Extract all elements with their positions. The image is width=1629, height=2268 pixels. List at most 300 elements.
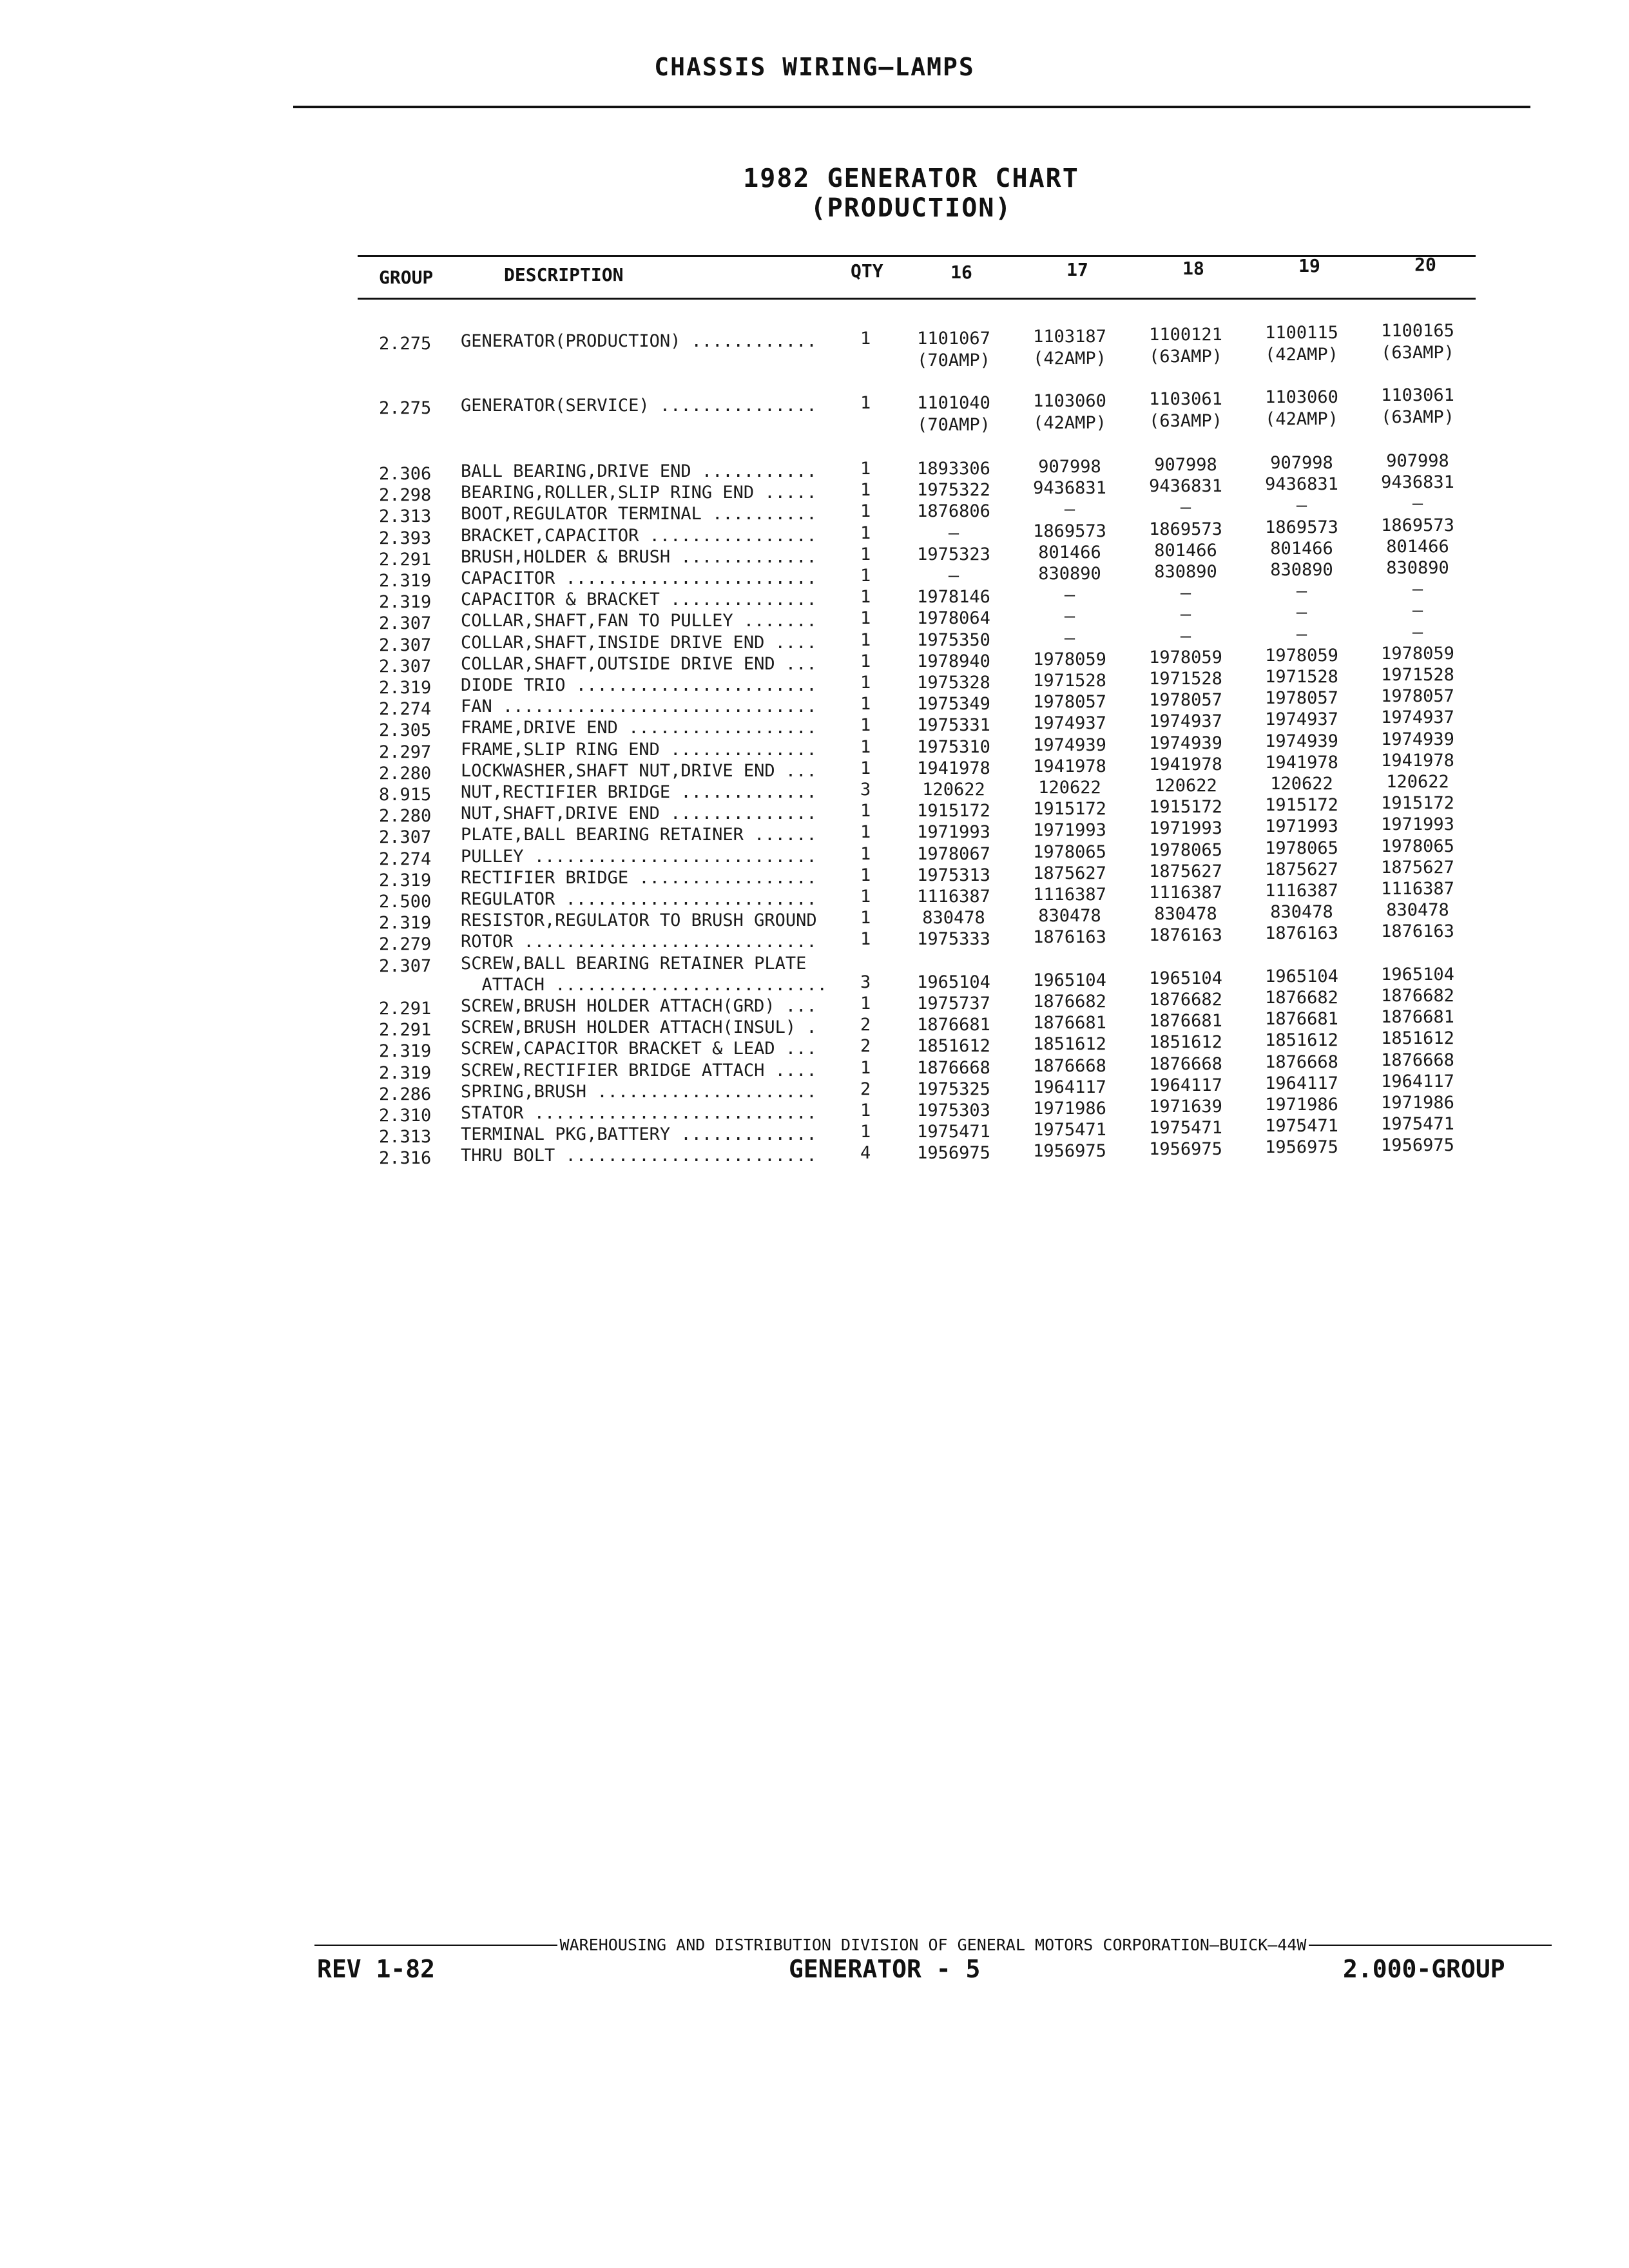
row-value-col18: 830890 (1154, 562, 1217, 582)
row-value-col18: 1964117 (1149, 1075, 1222, 1095)
row-qty: 1 (860, 736, 871, 757)
row-group: 2.307 (379, 656, 432, 677)
row-description: LOCKWASHER,SHAFT NUT,DRIVE END ... (461, 760, 817, 781)
row-value-col19: — (1296, 624, 1307, 644)
row-value-col19: 1876681 (1265, 1009, 1338, 1030)
row-qty: 1 (860, 758, 871, 778)
row-value-col16: 830478 (922, 908, 985, 928)
row-group: 2.500 (379, 892, 432, 912)
row-value-col16: 1975331 (917, 715, 990, 736)
footer-group-label: 2.000-GROUP (1343, 1955, 1505, 1983)
row-value-col16: 1975349 (917, 694, 990, 715)
row-qty: 1 (860, 673, 871, 693)
row-value-col20: — (1412, 622, 1423, 642)
row-value-col18: — (1180, 497, 1191, 518)
footer-division-line (314, 1936, 1552, 1954)
row-value-col17: 830890 (1038, 564, 1101, 584)
row-group: 2.307 (379, 827, 432, 848)
row-value-col20: 1974937 (1381, 707, 1454, 728)
row-value-col19: 1915172 (1265, 795, 1338, 816)
row-amperage-col16: (70AMP) (917, 351, 990, 370)
row-value-col18: 1974939 (1149, 733, 1222, 753)
row-group: 2.319 (379, 571, 432, 591)
row-value-col16: 1975310 (917, 736, 990, 757)
row-qty: 1 (860, 459, 871, 479)
row-group: 2.291 (379, 1020, 432, 1041)
row-group: 2.286 (379, 1084, 432, 1104)
row-value-col16: 1975333 (917, 929, 990, 950)
row-value-col19: — (1296, 495, 1307, 516)
row-description: PLATE,BALL BEARING RETAINER ...... (461, 825, 817, 845)
row-qty: 1 (860, 587, 871, 608)
row-qty: 1 (860, 501, 871, 522)
row-group: 2.280 (379, 763, 432, 783)
row-qty: 1 (860, 929, 871, 950)
row-value-col18: 1978059 (1149, 647, 1222, 668)
row-value-col20: 830890 (1386, 558, 1449, 578)
row-value-col19: 1876163 (1265, 923, 1338, 944)
row-value-col20: 1869573 (1381, 515, 1454, 535)
row-description: ROTOR ............................ (461, 932, 817, 952)
row-value-col18: 9436831 (1149, 476, 1222, 497)
row-value-col17: 1116387 (1033, 885, 1106, 905)
row-value-col20: 1975471 (1381, 1114, 1454, 1135)
row-qty: 1 (860, 523, 871, 543)
row-value-col16: 1975328 (917, 673, 990, 693)
row-group: 2.307 (379, 635, 432, 655)
row-value-col19: 9436831 (1265, 474, 1338, 495)
row-group: 2.306 (379, 464, 432, 484)
row-value-col19: — (1296, 581, 1307, 602)
row-qty: 1 (860, 329, 871, 349)
row-amperage-col19: (42AMP) (1265, 345, 1338, 365)
row-value-col16: 1975471 (917, 1122, 990, 1142)
column-header-19: 19 (1298, 255, 1320, 276)
row-description: FAN .............................. (461, 697, 817, 717)
row-value-col19: 1876668 (1265, 1052, 1338, 1072)
row-value-col18: 1915172 (1149, 797, 1222, 818)
row-value-col19: 1851612 (1265, 1030, 1338, 1051)
row-value-col19: 1875627 (1265, 859, 1338, 879)
row-value-col17: 1978057 (1033, 692, 1106, 713)
row-group: 2.280 (379, 806, 432, 827)
row-description: ATTACH .......................... (461, 974, 827, 995)
row-description: BEARING,ROLLER,SLIP RING END ..... (461, 483, 817, 503)
row-qty: 1 (860, 822, 871, 843)
row-value-col17: 1941978 (1033, 756, 1106, 776)
row-value-col17: 1956975 (1033, 1141, 1106, 1162)
row-value-col17: 1915172 (1033, 799, 1106, 820)
row-description: SCREW,BALL BEARING RETAINER PLATE (461, 953, 807, 974)
row-value-col18: 1971639 (1149, 1097, 1222, 1117)
section-title: CHASSIS WIRING—LAMPS (654, 53, 975, 81)
row-value-col20: 1941978 (1381, 750, 1454, 771)
row-value-col17: — (1064, 585, 1075, 606)
row-value-col20: 1978057 (1381, 686, 1454, 707)
row-qty: 1 (860, 544, 871, 564)
row-group: 2.307 (379, 613, 432, 634)
row-description: BRACKET,CAPACITOR ................ (461, 525, 817, 546)
column-header-group: GROUP (379, 267, 434, 288)
row-value-col19: 1975471 (1265, 1116, 1338, 1137)
row-description: COLLAR,SHAFT,INSIDE DRIVE END .... (461, 632, 817, 653)
column-header-18: 18 (1182, 258, 1204, 279)
row-group: 2.313 (379, 1127, 432, 1148)
row-description: SPRING,BRUSH ..................... (461, 1081, 817, 1102)
row-description: SCREW,CAPACITOR BRACKET & LEAD ... (461, 1039, 817, 1059)
row-qty: 4 (860, 1143, 871, 1164)
row-value-col20: 1876668 (1381, 1050, 1454, 1070)
row-value-col20: 1974939 (1381, 729, 1454, 749)
row-group: 2.274 (379, 699, 432, 720)
footer-revision: REV 1-82 (317, 1955, 436, 1983)
row-value-col20: 1876163 (1381, 921, 1454, 942)
row-group: 2.275 (379, 398, 432, 418)
row-value-col17: 1974939 (1033, 735, 1106, 755)
row-value-col18: 830478 (1154, 904, 1217, 925)
row-value-col16: 1876668 (917, 1057, 990, 1078)
row-value-col20: 1851612 (1381, 1028, 1454, 1049)
row-amperage-col19: (42AMP) (1265, 409, 1338, 429)
row-value-col17: 1974937 (1033, 713, 1106, 734)
row-value-col16: 1851612 (917, 1036, 990, 1057)
row-amperage-col20: (63AMP) (1381, 343, 1454, 363)
row-description: COLLAR,SHAFT,OUTSIDE DRIVE END ... (461, 653, 817, 674)
table-row (0, 385, 1629, 435)
row-group: 2.291 (379, 549, 432, 570)
row-value-col17: 1103187 (1033, 327, 1106, 347)
row-description: TERMINAL PKG,BATTERY ............. (461, 1124, 817, 1145)
row-value-col17: — (1064, 628, 1075, 648)
chart-title (0, 164, 1629, 223)
column-header-16: 16 (950, 262, 972, 283)
row-value-col20: 1971986 (1381, 1093, 1454, 1113)
row-value-col17: — (1064, 499, 1075, 520)
row-group: 2.319 (379, 1041, 432, 1062)
row-value-col20: 1978059 (1381, 643, 1454, 664)
row-description: NUT,RECTIFIER BRIDGE ............. (461, 782, 817, 802)
row-description: STATOR ........................... (461, 1103, 817, 1123)
row-value-col20: 120622 (1386, 772, 1449, 792)
row-value-col19: 1971528 (1265, 667, 1338, 687)
row-value-col18: 1876682 (1149, 990, 1222, 1010)
row-description: RECTIFIER BRIDGE ................. (461, 867, 817, 888)
row-value-col19: 801466 (1270, 538, 1333, 559)
header-rule (293, 106, 1530, 108)
row-value-col16: 1975303 (917, 1100, 990, 1120)
row-description: CAPACITOR ........................ (461, 568, 817, 588)
row-description: BRUSH,HOLDER & BRUSH ............. (461, 546, 817, 567)
row-value-col17: 1971528 (1033, 671, 1106, 691)
row-value-col18: — (1180, 626, 1191, 646)
row-value-col17: 1876163 (1033, 927, 1106, 948)
row-qty: 1 (860, 651, 871, 671)
row-group: 2.319 (379, 1062, 432, 1083)
row-value-col19: 1978057 (1265, 688, 1338, 709)
row-value-col19: 830478 (1270, 902, 1333, 923)
row-qty: 1 (860, 566, 871, 586)
row-value-col19: 907998 (1270, 453, 1333, 473)
footer-rule-right (1309, 1945, 1552, 1946)
row-description: RESISTOR,REGULATOR TO BRUSH GROUND (461, 910, 817, 931)
row-qty: 1 (860, 843, 871, 864)
row-value-col17: 1851612 (1033, 1034, 1106, 1055)
row-value-col17: — (1064, 606, 1075, 627)
row-description: GENERATOR(PRODUCTION) ............ (461, 331, 817, 351)
row-value-col18: 1956975 (1149, 1139, 1222, 1160)
row-value-col18: 1851612 (1149, 1032, 1222, 1053)
row-qty: 1 (860, 1100, 871, 1120)
row-amperage-col18: (63AMP) (1149, 347, 1222, 367)
row-value-col20: 907998 (1386, 451, 1449, 471)
row-value-col19: 1974937 (1265, 709, 1338, 730)
row-value-col18: 1978057 (1149, 690, 1222, 711)
row-value-col18: 1103061 (1149, 389, 1222, 409)
row-value-col17: 9436831 (1033, 478, 1106, 499)
row-value-col17: 1875627 (1033, 863, 1106, 883)
row-value-col19: — (1296, 602, 1307, 623)
row-value-col18: 1965104 (1149, 968, 1222, 988)
row-value-col18: 1100121 (1149, 325, 1222, 345)
row-value-col16: 1941978 (917, 758, 990, 778)
row-value-col20: 801466 (1386, 536, 1449, 557)
row-value-col19: 120622 (1270, 774, 1333, 794)
row-value-col16: 1876806 (917, 501, 990, 522)
row-group: 2.307 (379, 956, 432, 976)
table-header-rule (358, 298, 1476, 300)
row-value-col19: 1978059 (1265, 645, 1338, 666)
row-group: 2.310 (379, 1106, 432, 1126)
table-row (0, 321, 1629, 370)
row-value-col19: 1974939 (1265, 731, 1338, 751)
row-value-col17: 1869573 (1033, 521, 1106, 541)
row-value-col20: 1915172 (1381, 793, 1454, 814)
row-value-col17: 120622 (1038, 778, 1101, 798)
row-value-col20: 1876682 (1381, 986, 1454, 1006)
row-value-col17: 1965104 (1033, 970, 1106, 990)
row-value-col17: 1876682 (1033, 992, 1106, 1012)
row-group: 2.319 (379, 592, 432, 613)
row-value-col19: 1971993 (1265, 816, 1338, 837)
row-description: FRAME,SLIP RING END .............. (461, 739, 817, 760)
row-description: BOOT,REGULATOR TERMINAL .......... (461, 504, 817, 524)
row-qty: 1 (860, 715, 871, 736)
row-value-col20: 1876681 (1381, 1007, 1454, 1028)
column-header-description: DESCRIPTION (504, 264, 624, 285)
row-value-col18: 1971528 (1149, 669, 1222, 689)
row-value-col17: 1103060 (1033, 391, 1106, 411)
row-description: SCREW,RECTIFIER BRIDGE ATTACH .... (461, 1060, 817, 1081)
row-value-col19: 1100115 (1265, 323, 1338, 343)
row-qty: 1 (860, 865, 871, 885)
row-amperage-col18: (63AMP) (1149, 411, 1222, 431)
row-value-col19: 1103060 (1265, 387, 1338, 407)
row-value-col16: — (948, 566, 959, 586)
row-value-col16: 1965104 (917, 972, 990, 992)
row-value-col20: 1971528 (1381, 665, 1454, 685)
row-value-col16: 1101067 (917, 329, 990, 349)
row-value-col16: 1876681 (917, 1015, 990, 1035)
row-qty: 1 (860, 1122, 871, 1142)
row-value-col18: 1971993 (1149, 818, 1222, 839)
row-value-col18: 1876681 (1149, 1011, 1222, 1032)
row-value-col18: 907998 (1154, 455, 1217, 475)
row-value-col16: 1101040 (917, 393, 990, 413)
row-group: 2.279 (379, 934, 432, 955)
row-value-col20: 1103061 (1381, 385, 1454, 405)
row-value-col20: 1956975 (1381, 1135, 1454, 1156)
row-description: COLLAR,SHAFT,FAN TO PULLEY ....... (461, 611, 817, 631)
row-value-col18: — (1180, 604, 1191, 625)
row-value-col20: 1875627 (1381, 857, 1454, 878)
row-value-col19: 1869573 (1265, 517, 1338, 537)
row-group: 2.297 (379, 742, 432, 762)
row-value-col17: 830478 (1038, 906, 1101, 927)
row-qty: 3 (860, 972, 871, 992)
column-header-qty: QTY (851, 260, 883, 282)
row-value-col17: 1975471 (1033, 1120, 1106, 1140)
row-value-col16: 120622 (922, 780, 985, 800)
row-group: 2.298 (379, 485, 432, 506)
row-group: 2.393 (379, 528, 432, 548)
row-value-col16: 1915172 (917, 801, 990, 822)
row-group: 2.274 (379, 849, 432, 869)
row-value-col18: 1974937 (1149, 711, 1222, 732)
chart-title-line2: (PRODUCTION) (810, 193, 1012, 223)
row-qty: 1 (860, 480, 871, 501)
row-value-col16: 1893306 (917, 459, 990, 479)
row-group: 8.915 (379, 785, 432, 805)
row-value-col19: 1116387 (1265, 881, 1338, 901)
row-value-col16: 1975350 (917, 629, 990, 650)
row-value-col18: — (1180, 583, 1191, 604)
row-value-col19: 1971986 (1265, 1095, 1338, 1115)
row-value-col16: 1978940 (917, 651, 990, 671)
row-value-col16: 1975322 (917, 480, 990, 501)
row-value-col18: 1876668 (1149, 1053, 1222, 1074)
row-description: REGULATOR ........................ (461, 889, 817, 909)
row-amperage-col16: (70AMP) (917, 415, 990, 435)
row-value-col19: 830890 (1270, 560, 1333, 580)
row-value-col17: 1971993 (1033, 820, 1106, 841)
row-value-col18: 1975471 (1149, 1118, 1222, 1139)
column-header-17: 17 (1066, 259, 1088, 280)
footer-rule-left (314, 1945, 557, 1946)
row-value-col19: 1941978 (1265, 752, 1338, 773)
row-value-col18: 1978065 (1149, 840, 1222, 860)
footer-division-text: WAREHOUSING AND DISTRIBUTION DIVISION OF GENERAL MOTORS CORPORATION—BUICK—44W (559, 1936, 1307, 1954)
footer-page-label: GENERATOR - 5 (789, 1955, 981, 1983)
row-qty: 1 (860, 694, 871, 715)
row-value-col17: 907998 (1038, 457, 1101, 477)
row-description: DIODE TRIO ....................... (461, 675, 817, 695)
row-description: CAPACITOR & BRACKET .............. (461, 590, 817, 610)
row-value-col16: 1978064 (917, 608, 990, 629)
row-value-col20: — (1412, 601, 1423, 621)
row-value-col18: 1869573 (1149, 519, 1222, 539)
row-description: SCREW,BRUSH HOLDER ATTACH(GRD) ... (461, 996, 817, 1016)
row-group: 2.305 (379, 720, 432, 741)
row-value-col20: 1978065 (1381, 836, 1454, 856)
row-group: 2.319 (379, 678, 432, 698)
row-amperage-col17: (42AMP) (1033, 413, 1106, 433)
row-qty: 2 (860, 1015, 871, 1035)
row-group: 2.316 (379, 1148, 432, 1169)
column-header-20: 20 (1414, 254, 1436, 275)
row-value-col20: — (1412, 494, 1423, 514)
row-qty: 1 (860, 994, 871, 1014)
row-group: 2.319 (379, 913, 432, 934)
row-value-col18: 801466 (1154, 540, 1217, 561)
row-value-col16: — (948, 523, 959, 543)
row-amperage-col17: (42AMP) (1033, 349, 1106, 369)
row-value-col19: 1964117 (1265, 1073, 1338, 1093)
row-value-col16: 1975313 (917, 865, 990, 885)
row-group: 2.313 (379, 506, 432, 527)
row-value-col17: 1978059 (1033, 649, 1106, 669)
row-value-col20: 830478 (1386, 900, 1449, 921)
row-value-col16: 1978067 (917, 843, 990, 864)
row-value-col17: 1964117 (1033, 1077, 1106, 1097)
row-qty: 1 (860, 1057, 871, 1078)
row-value-col20: 1116387 (1381, 879, 1454, 899)
row-value-col18: 1875627 (1149, 861, 1222, 881)
row-qty: 1 (860, 908, 871, 928)
row-value-col20: 1100165 (1381, 321, 1454, 341)
row-value-col16: 1975737 (917, 994, 990, 1014)
row-qty: 1 (860, 608, 871, 629)
row-value-col19: 1978065 (1265, 838, 1338, 858)
row-qty: 2 (860, 1036, 871, 1057)
row-value-col18: 1876163 (1149, 925, 1222, 946)
row-value-col17: 1876681 (1033, 1013, 1106, 1033)
row-amperage-col20: (63AMP) (1381, 407, 1454, 427)
row-qty: 1 (860, 887, 871, 907)
row-value-col17: 1876668 (1033, 1055, 1106, 1076)
row-group: 2.275 (379, 334, 432, 354)
row-qty: 1 (860, 801, 871, 822)
row-value-col20: 1964117 (1381, 1071, 1454, 1091)
row-group: 2.291 (379, 999, 432, 1019)
row-value-col17: 1978065 (1033, 841, 1106, 862)
row-value-col20: 1965104 (1381, 964, 1454, 985)
row-value-col20: 1971993 (1381, 814, 1454, 835)
row-value-col17: 801466 (1038, 542, 1101, 562)
row-value-col16: 1116387 (917, 887, 990, 907)
row-description: NUT,SHAFT,DRIVE END .............. (461, 803, 817, 824)
row-value-col16: 1978146 (917, 587, 990, 608)
row-description: THRU BOLT ........................ (461, 1146, 817, 1166)
row-value-col19: 1876682 (1265, 988, 1338, 1008)
row-value-col16: 1971993 (917, 822, 990, 843)
row-qty: 2 (860, 1079, 871, 1099)
row-value-col16: 1975323 (917, 544, 990, 564)
row-group: 2.319 (379, 870, 432, 890)
row-qty: 1 (860, 393, 871, 413)
row-description: PULLEY ........................... (461, 846, 817, 867)
row-value-col17: 1971986 (1033, 1099, 1106, 1119)
row-value-col18: 1116387 (1149, 883, 1222, 903)
row-description: SCREW,BRUSH HOLDER ATTACH(INSUL) . (461, 1017, 817, 1038)
row-value-col18: 1941978 (1149, 754, 1222, 774)
row-qty: 1 (860, 629, 871, 650)
row-value-col19: 1956975 (1265, 1137, 1338, 1158)
row-value-col18: 120622 (1154, 776, 1217, 796)
row-value-col20: — (1412, 579, 1423, 600)
row-value-col16: 1956975 (917, 1143, 990, 1164)
chart-title-line1: 1982 GENERATOR CHART (743, 164, 1079, 193)
row-description: GENERATOR(SERVICE) ............... (461, 396, 817, 416)
